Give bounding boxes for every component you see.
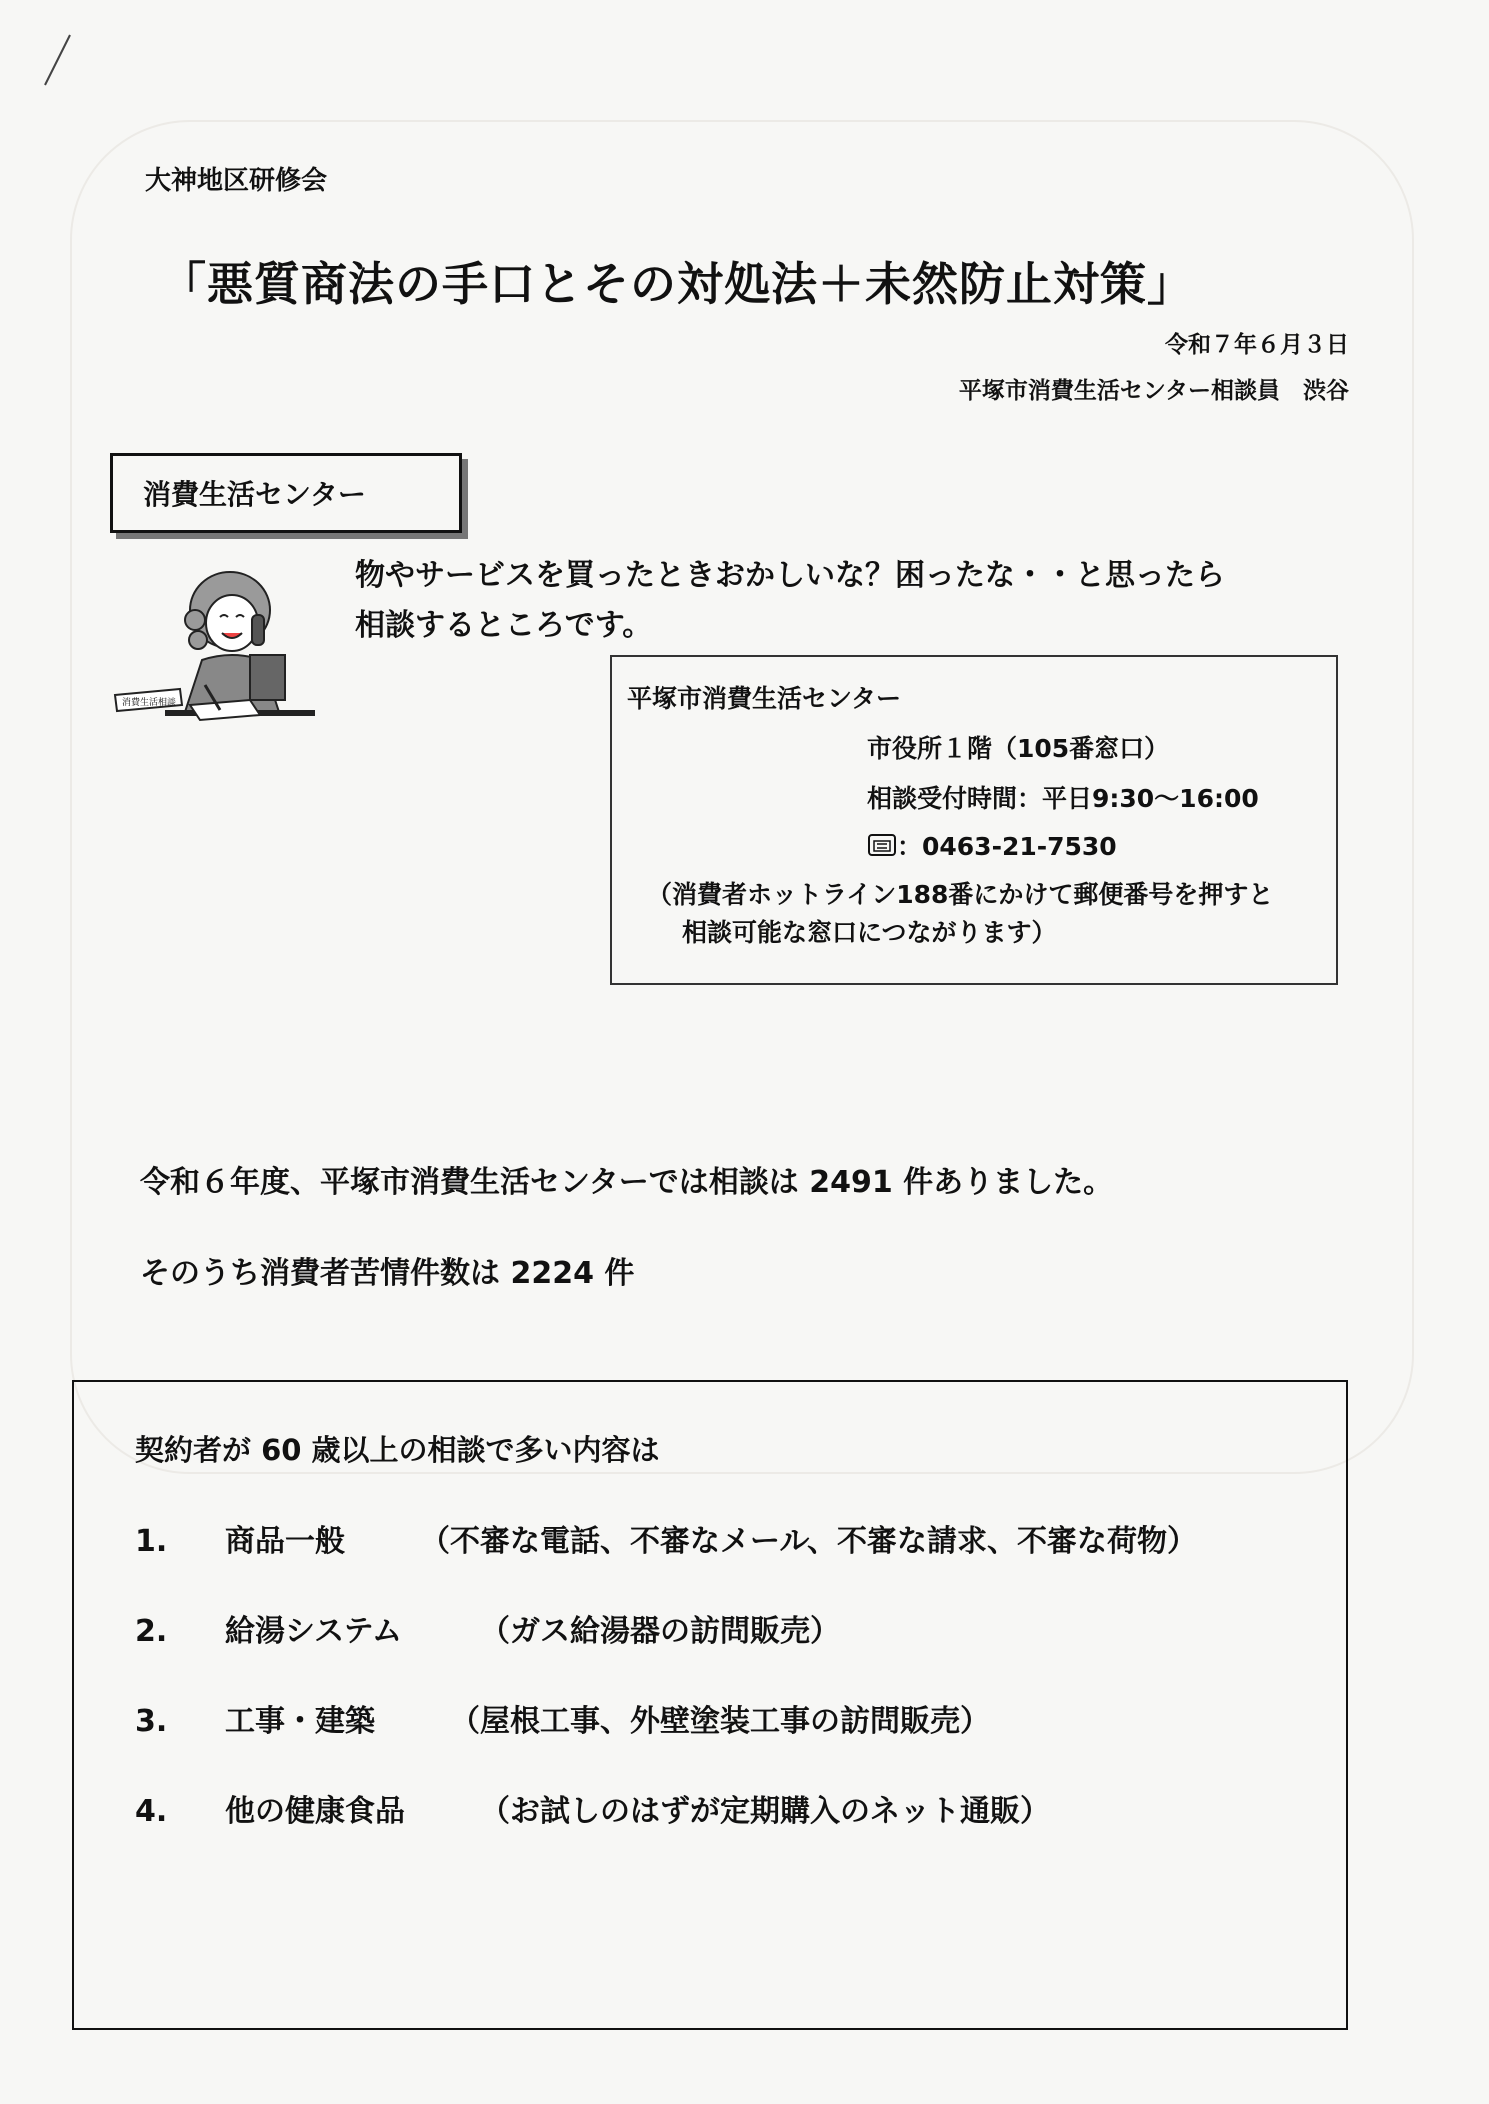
author-line: 平塚市消費生活センター相談員 渋谷 — [958, 378, 1349, 404]
telephone-icon — [867, 832, 897, 858]
hotline-note-2: 相談可能な窓口につながります） — [682, 918, 1057, 947]
section-label-box — [110, 453, 462, 533]
list-item — [135, 1786, 1050, 1830]
intro-line-2: 相談するところです。 — [355, 608, 653, 643]
list-item-detail: （お試しのはずが定期購入のネット通販） — [480, 1794, 1050, 1829]
document-date: 令和７年６月３日 — [1165, 332, 1349, 358]
list-item — [135, 1606, 840, 1650]
list-item-category: 商品一般 — [225, 1524, 345, 1559]
organizer-label: 大神地区研修会 — [145, 166, 328, 196]
list-item — [135, 1516, 1197, 1560]
section-label: 消費生活センター — [143, 478, 366, 511]
list-item-detail: （ガス給湯器の訪問販売） — [480, 1614, 840, 1649]
list-item-detail: （不審な電話、不審なメール、不審な請求、不審な荷物） — [420, 1524, 1197, 1559]
list-item-detail: （屋根工事、外壁塗装工事の訪問販売） — [450, 1704, 990, 1739]
stats-total-consultations: 令和６年度、平塚市消費生活センターでは相談は 2491 件ありました。 — [140, 1165, 1114, 1200]
list-item-category: 給湯システム — [225, 1614, 402, 1649]
list-item-number: 2. — [135, 1614, 168, 1649]
illustration-sign-text: 消費生活相談 — [122, 698, 177, 708]
contact-location: 市役所１階（105番窓口） — [867, 734, 1170, 763]
list-item-number: 4. — [135, 1794, 168, 1829]
intro-line-1: 物やサービスを買ったときおかしいな？困ったな・・と思ったら — [355, 558, 1225, 593]
stats-complaints: そのうち消費者苦情件数は 2224 件 — [140, 1256, 635, 1291]
list-item-category: 工事・建築 — [225, 1704, 375, 1739]
contact-phone: ：0463-21-7530 — [897, 832, 1117, 861]
consultant-illustration — [110, 565, 320, 740]
contact-name: 平塚市消費生活センター — [627, 684, 902, 713]
contact-hours: 相談受付時間：平日9:30～16:00 — [867, 784, 1259, 813]
page-title: 「悪質商法の手口とその対処法＋未然防止対策」 — [160, 257, 1194, 311]
list-item-number: 3. — [135, 1704, 168, 1739]
pen-mark — [40, 30, 80, 90]
hotline-note-1: （消費者ホットライン188番にかけて郵便番号を押すと — [647, 880, 1274, 909]
contact-info-box — [610, 655, 1338, 985]
senior-topics-heading: 契約者が 60 歳以上の相談で多い内容は — [135, 1433, 660, 1467]
list-item-number: 1. — [135, 1524, 168, 1559]
contact-phone-line — [867, 827, 1117, 863]
list-item-category: 他の健康食品 — [225, 1794, 405, 1829]
list-item — [135, 1696, 990, 1740]
